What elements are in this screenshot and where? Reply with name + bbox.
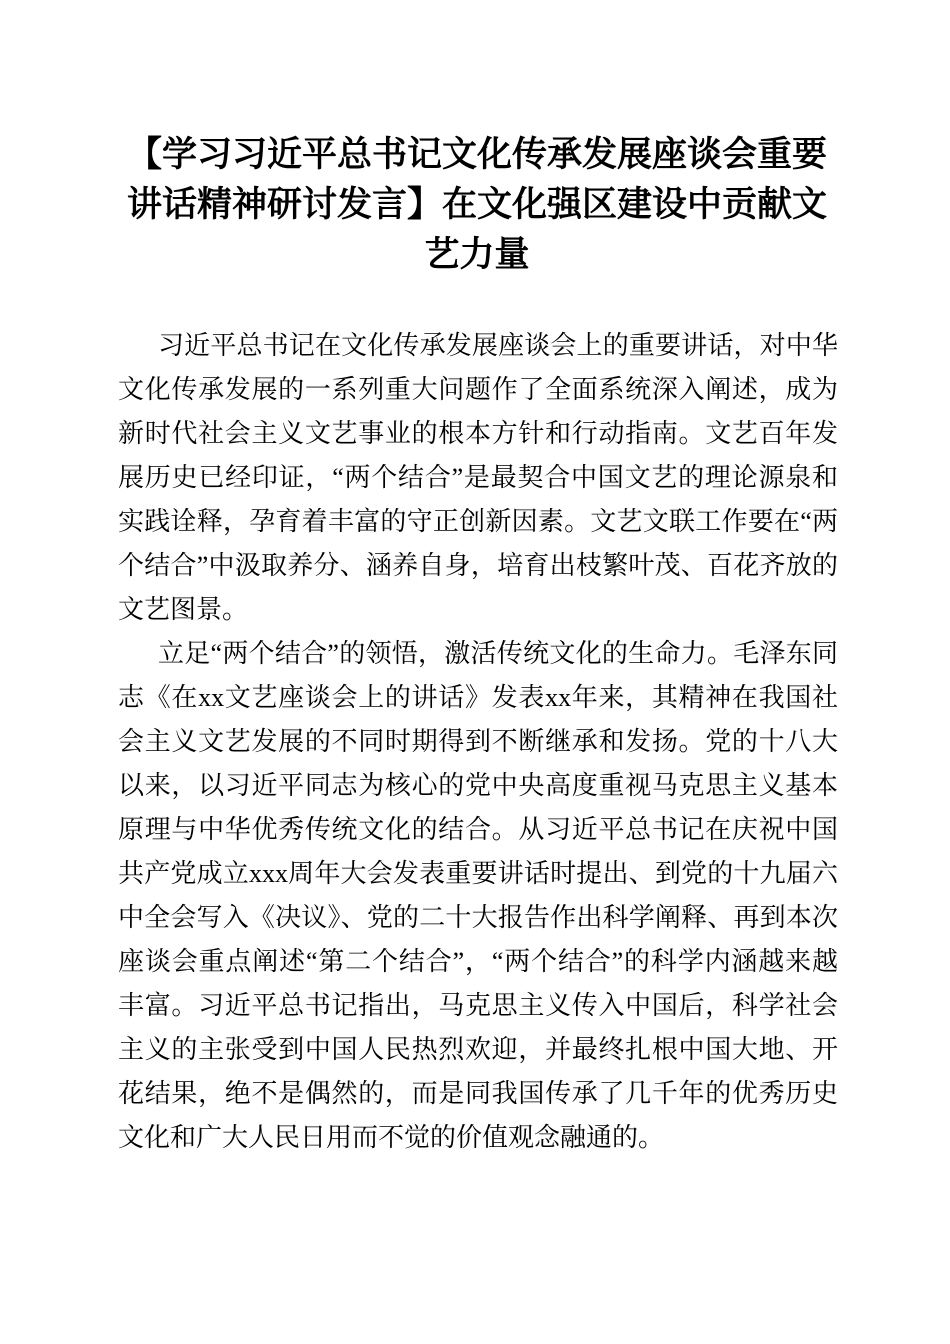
paragraph-1: 习近平总书记在文化传承发展座谈会上的重要讲话，对中华文化传承发展的一系列重大问题作了全面系统深入阐述，成为新时代社会主义文艺事业的根本方针和行动指南。文艺百年发展历史已经印证，“两个结合”是最契合中国文艺的理论源泉和实践诠释，孕育着丰富的守正创新因素。文艺文联工作要在“两个结合”中汲取养分、涵养自身，培育出枝繁叶茂、百花齐放的文艺图景。 bbox=[118, 331, 838, 624]
document-body bbox=[118, 324, 838, 1160]
paragraph-2: 立足“两个结合”的领悟，激活传统文化的生命力。毛泽东同志《在xx文艺座谈会上的讲话》发表xx年来，其精神在我国社会主义文艺发展的不同时期得到不断继承和发扬。党的十八大以来，以习近平同志为核心的党中央高度重视马克思主义基本原理与中华优秀传统文化的结合。从习近平总书记在庆祝中国共产党成立xxx周年大会发表重要讲话时提出、到党的十九届六中全会写入《决议》、党的二十大报告作出科学阐释、再到本次座谈会重点阐述“第二个结合”，“两个结合”的科学内涵越来越丰富。习近平总书记指出，马克思主义传入中国后，科学社会主义的主张受到中国人民热烈欢迎，并最终扎根中国大地、开花结果，绝不是偶然的，而是同我国传承了几千年的优秀历史文化和广大人民日用而不觉的价值观念融通的。 bbox=[118, 639, 838, 1152]
document-title: 【学习习近平总书记文化传承发展座谈会重要讲话精神研讨发言】在文化强区建设中贡献文艺力量 bbox=[126, 135, 827, 274]
